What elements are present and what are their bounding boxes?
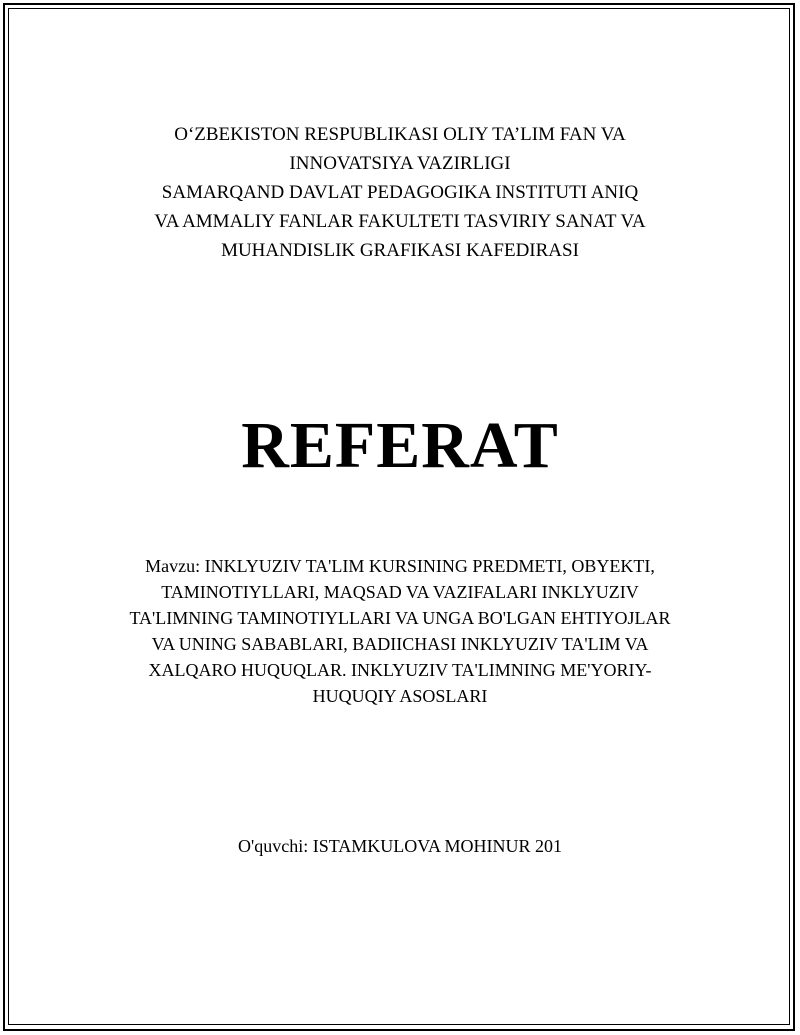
header-line: MUHANDISLIK GRAFIKASI KAFEDIRASI bbox=[221, 240, 579, 261]
student-name: O'quvchi: ISTAMKULOVA MOHINUR 201 bbox=[238, 836, 562, 856]
header-line: O‘ZBEKISTON RESPUBLIKASI OLIY TA’LIM FAN VA bbox=[174, 124, 626, 145]
topic-line: TA'LIMNING TAMINOTIYLLARI VA UNGA BO'LGAN EHTIYOJLAR bbox=[129, 608, 671, 628]
institution-header bbox=[0, 120, 800, 265]
document-title: REFERAT bbox=[241, 409, 559, 482]
header-line: VA AMMALIY FANLAR FAKULTETI TASVIRIY SANAT VA bbox=[154, 211, 646, 232]
topic-line: XALQARO HUQUQLAR. INKLYUZIV TA'LIMNING ME'YORIY- bbox=[148, 660, 652, 680]
topic-line: TAMINOTIYLLARI, MAQSAD VA VAZIFALARI INKLYUZIV bbox=[161, 582, 639, 602]
topic-block bbox=[0, 553, 800, 709]
topic-line: HUQUQIY ASOSLARI bbox=[312, 686, 488, 706]
topic-line: VA UNING SABABLARI, BADIICHASI INKLYUZIV TA'LIM VA bbox=[151, 634, 649, 654]
header-line: INNOVATSIYA VAZIRLIGI bbox=[289, 153, 511, 174]
header-line: SAMARQAND DAVLAT PEDAGOGIKA INSTITUTI ANIQ bbox=[161, 182, 639, 203]
topic-line: Mavzu: INKLYUZIV TA'LIM KURSINING PREDMETI, OBYEKTI, bbox=[145, 556, 655, 576]
